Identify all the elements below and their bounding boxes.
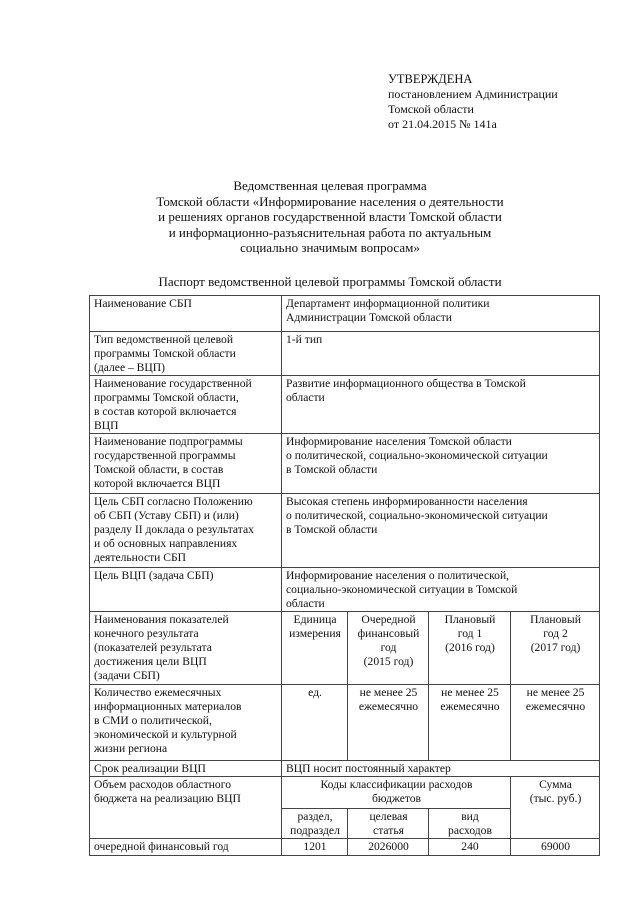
row-value: 1-й тип (282, 332, 600, 376)
column-header: Очередной финансовый год (2015 год) (348, 612, 429, 685)
passport-table (89, 295, 600, 856)
indicator-value: не менее 25 ежемесячно (348, 685, 429, 761)
title-line: социально значимым вопросам» (240, 240, 420, 256)
row-label: Тип ведомственной целевой программы Томской области (далее – ВЦП) (90, 332, 282, 376)
title-line: и информационно-разъяснительная работа по актуальным (168, 224, 492, 240)
budget-header-row (90, 777, 600, 809)
indicator-value: не менее 25 ежемесячно (511, 685, 600, 761)
title-line: Ведомственная целевая программа (233, 178, 427, 193)
row-value: Департамент информационной политики Администрации Томской области (282, 296, 600, 332)
table-row (90, 761, 600, 777)
row-label: Наименование подпрограммы государственной программы Томской области, в состав которой включается ВЦП (90, 434, 282, 494)
table-row (90, 296, 600, 332)
table-row (90, 332, 600, 376)
codes-header: Коды классификации расходов бюджетов (282, 777, 511, 809)
indicator-row (90, 685, 600, 761)
row-value: Информирование населения о политической, социально-экономической ситуации в Томской области (282, 568, 600, 612)
table-row (90, 376, 600, 434)
table-row (90, 494, 600, 568)
approval-block (388, 72, 558, 132)
code-column-header: раздел, подраздел (282, 809, 348, 839)
row-value: Информирование населения Томской области о политической, социально-экономической ситуации в Томской области (282, 434, 600, 494)
budget-label: Объем расходов областного бюджета на реализацию ВЦП (90, 777, 282, 839)
passport-heading: Паспорт ведомственной целевой программы Томской области (158, 274, 502, 289)
row-label: Цель ВЦП (задача СБП) (90, 568, 282, 612)
budget-sum: 69000 (511, 839, 600, 856)
approval-date: от 21.04.2015 № 141а (388, 117, 497, 131)
budget-row (90, 839, 600, 856)
column-header: Единица измерения (282, 612, 348, 685)
row-value: Развитие информационного общества в Томской области (282, 376, 600, 434)
row-label: Срок реализации ВЦП (90, 761, 282, 777)
approval-line: Томской области (388, 102, 474, 116)
budget-row-label: очередной финансовый год (90, 839, 282, 856)
row-label: Наименование СБП (90, 296, 282, 332)
table-row (90, 434, 600, 494)
budget-type: 240 (429, 839, 511, 856)
program-title (60, 178, 600, 256)
row-label: Наименование государственной программы Томской области, в состав которой включается ВЦП (90, 376, 282, 434)
code-column-header: вид расходов (429, 809, 511, 839)
title-line: и решениях органов государственной власти Томской области (158, 209, 502, 225)
table-row (90, 568, 600, 612)
title-line: Томской области «Информирование населения о деятельности (156, 193, 504, 209)
indicator-name: Количество ежемесячных информационных материалов в СМИ о политической, экономической и культурной жизни региона (90, 685, 282, 761)
code-column-header: целевая статья (348, 809, 429, 839)
indicator-label: Наименования показателей конечного результата (показателей результата достижения цели ВЦП (задачи СБП) (90, 612, 282, 685)
indicator-header-row (90, 612, 600, 685)
sum-header: Сумма (тыс. руб.) (511, 777, 600, 839)
column-header: Плановый год 2 (2017 год) (511, 612, 600, 685)
budget-section: 1201 (282, 839, 348, 856)
column-header: Плановый год 1 (2016 год) (429, 612, 511, 685)
budget-article: 2026000 (348, 839, 429, 856)
row-value: ВЦП носит постоянный характер (282, 761, 600, 777)
row-value: Высокая степень информированности населения о политической, социально-экономической ситуации в Томской области (282, 494, 600, 568)
approval-line: постановлением Администрации (388, 87, 558, 101)
row-label: Цель СБП согласно Положению об СБП (Уставу СБП) и (или) разделу II доклада о результатах и об основных направлениях деятельности СБП (90, 494, 282, 568)
indicator-unit: ед. (282, 685, 348, 761)
indicator-value: не менее 25 ежемесячно (429, 685, 511, 761)
approval-heading: УТВЕРЖДЕНА (388, 72, 473, 86)
